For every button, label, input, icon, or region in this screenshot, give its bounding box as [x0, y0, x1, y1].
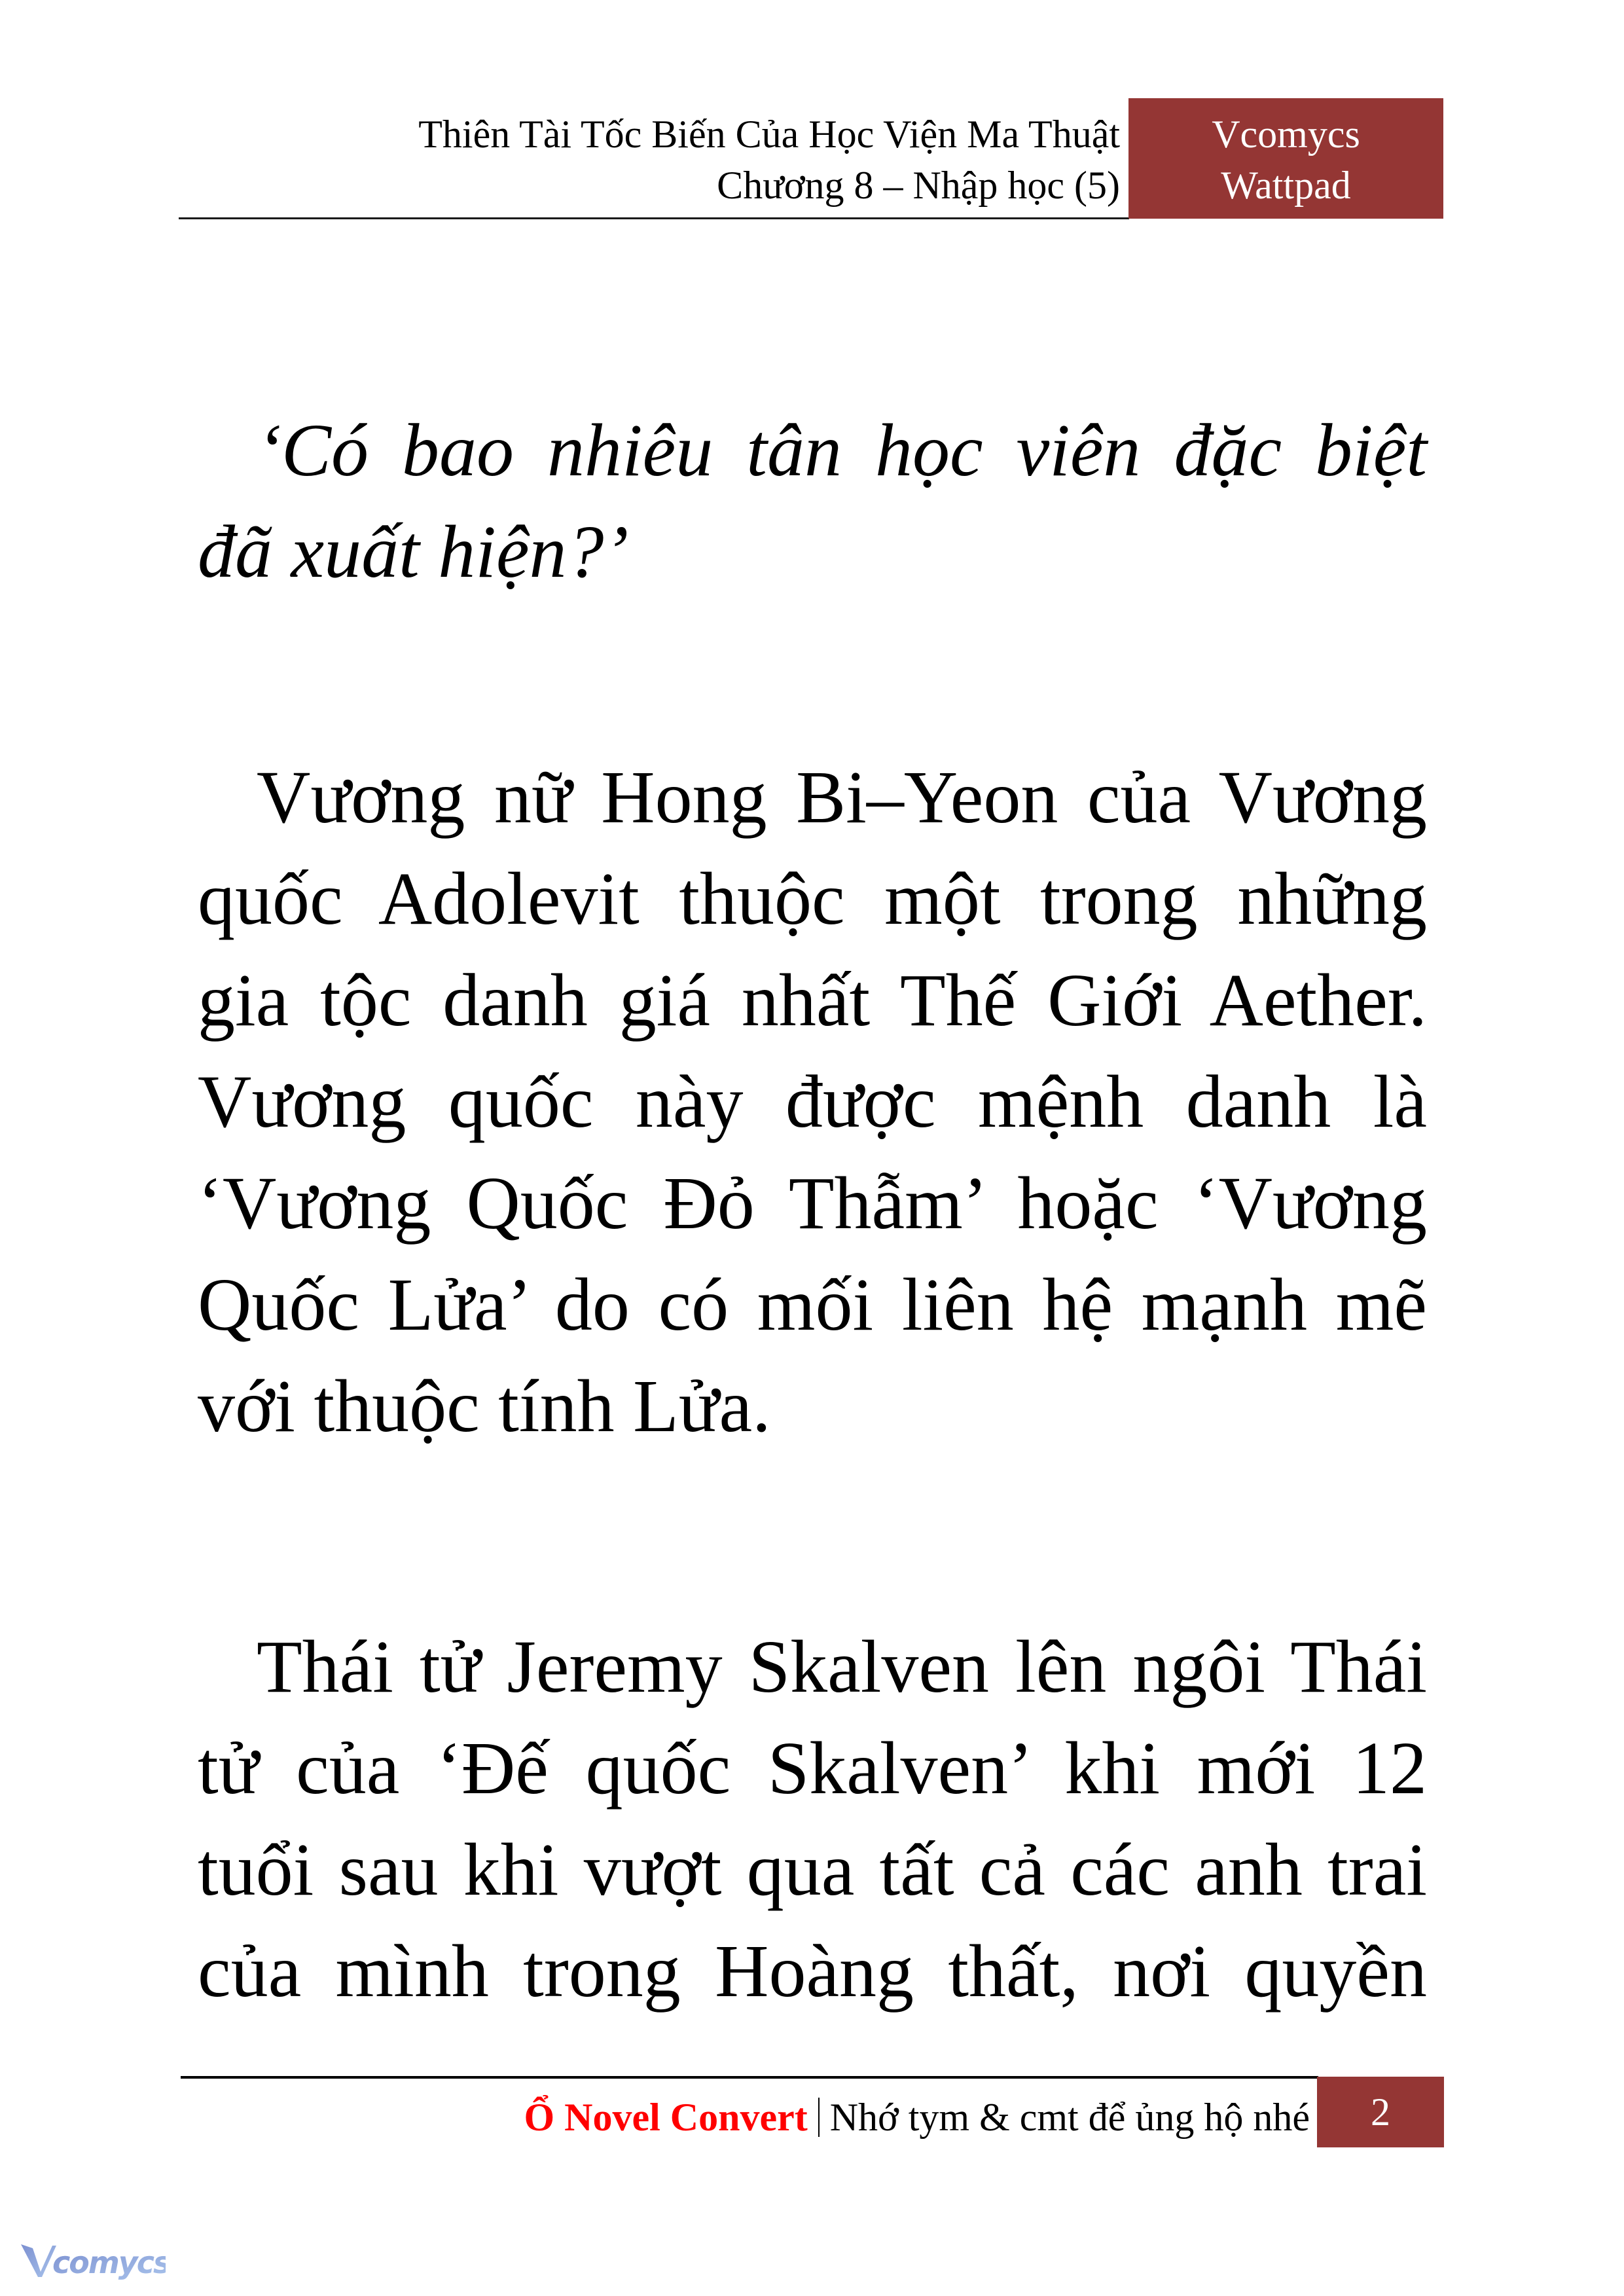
footer-message: Nhớ tym & cmt để ủng hộ nhé: [829, 2096, 1310, 2139]
paragraph-line: của mình trong Hoàng thất, nơi quyền: [198, 1929, 1427, 2013]
source-badge: [1128, 98, 1443, 219]
paragraph-line: tuổi sau khi vượt qua tất cả các anh trai: [198, 1828, 1427, 1911]
chapter-title: Chương 8 – Nhập học (5): [717, 164, 1120, 207]
paragraph-1: [198, 399, 1427, 602]
source-badge-line1: Vcomycs: [1212, 113, 1360, 156]
vcomycs-logo-icon: [18, 2239, 166, 2285]
svg-text:comycs: comycs: [52, 2245, 166, 2280]
source-badge-line2: Wattpad: [1221, 164, 1351, 207]
paragraph-line: tử của ‘Đế quốc Skalven’ khi mới 12: [198, 1726, 1427, 1810]
footer-note: [524, 2092, 1310, 2142]
paragraph-line: quốc Adolevit thuộc một trong những: [198, 857, 1427, 940]
paragraph-line: Thái tử Jeremy Skalven lên ngôi Thái: [257, 1625, 1427, 1708]
footer-separator: [818, 2098, 820, 2137]
book-title: Thiên Tài Tốc Biến Của Học Viện Ma Thuật: [418, 113, 1120, 156]
header-divider: [179, 217, 1129, 219]
paragraph-line: ‘Vương Quốc Đỏ Thẫm’ hoặc ‘Vương: [198, 1161, 1427, 1245]
footer-divider: [181, 2076, 1318, 2079]
vcomycs-logo-icon: [18, 2239, 166, 2285]
footer-brand: Ổ Novel Convert: [524, 2096, 808, 2139]
paragraph-3: [198, 1616, 1427, 2022]
paragraph-line: gia tộc danh giá nhất Thế Giới Aether.: [198, 958, 1427, 1042]
paragraph-line: với thuộc tính Lửa.: [198, 1364, 771, 1448]
paragraph-line: đã xuất hiện?’: [198, 510, 629, 593]
paragraph-line: Vương quốc này được mệnh danh là: [198, 1060, 1427, 1143]
paragraph-2: [198, 746, 1427, 1457]
paragraph-line: Quốc Lửa’ do có mối liên hệ mạnh mẽ: [198, 1263, 1427, 1346]
paragraph-line: ‘Có bao nhiêu tân học viên đặc biệt: [257, 409, 1427, 492]
paragraph-line: Vương nữ Hong Bi–Yeon của Vương: [257, 756, 1427, 839]
page-number: 2: [1317, 2077, 1444, 2147]
